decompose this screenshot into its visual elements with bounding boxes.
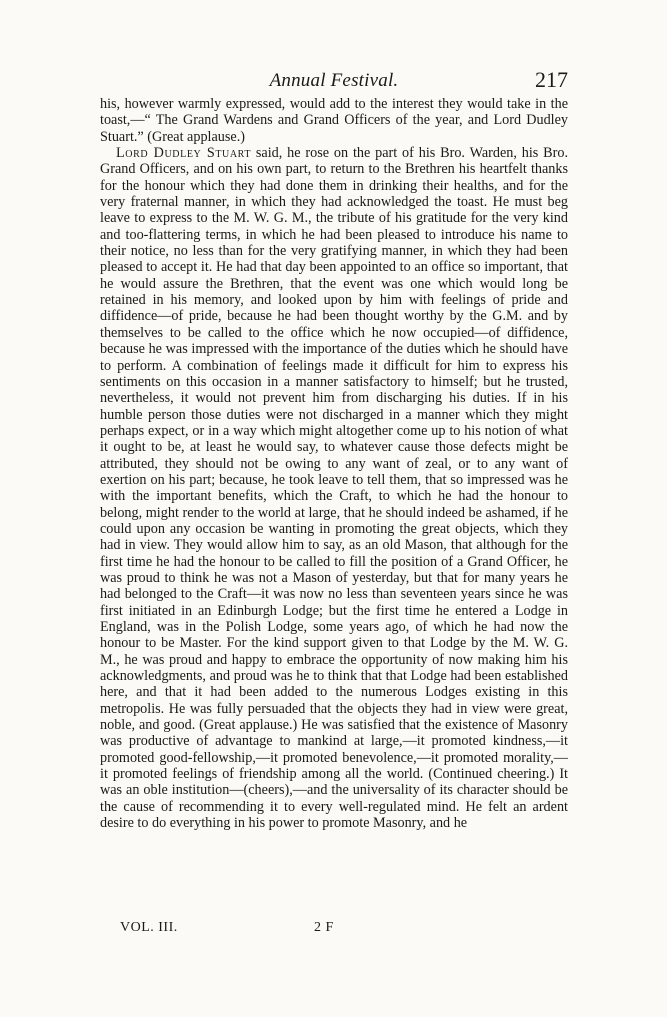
running-head [100, 66, 568, 96]
paragraph-speech [100, 145, 568, 831]
book-page [100, 66, 568, 831]
signature-mark: 2 F [314, 920, 334, 935]
speech-text: said, he rose on the part of his Bro. Warden, his Bro. Grand Officers, and on his own part, to return to the Brethren his heartfelt thanks for the honour which they had done them in drinking their healths, and for the very fraternal manner, in which they had acknowledged the toast. He must beg leave to express to the M. W. G. M., the tribute of his gratitude for the very kind and too-flattering terms, in which he had been pleased to introduce his name to their notice, no less than for the very gratifying manner, in which they had been pleased to accept it. He had that day been appointed to an office so important, that he would assure the Brethren, that the event was one which would long be retained in his memory, and looked upon by him with feelings of pride and diffidence—of pride, because he had been thought worthy by the G.M. and by themselves to be called to the office which he now occupied—of diffidence, because he was impressed with the importance of the duties which he should have to perform. A combination of feelings made it difficult for him to express his sentiments on this occasion in a manner satisfactory to himself; but he trusted, nevertheless, it would not prevent him from discharging his duties. If in his humble person those duties were not discharged in a manner which they might perhaps expect, or in a way which might altogether come up to his notion of what it ought to be, at least he would say, to whatever cause those defects might be attributed, they should not be owing to any want of zeal, or to any want of exertion on his part; because, he took leave to tell them, that so impressed was he with the important benefits, which the Craft, to which he had the honour to belong, might render to the world at large, that he should indeed be ashamed, if he could upon any occasion be wanting in promoting the great objects, which they had in view. They would allow him to say, as an old Mason, that although for the first time he had the honour to be called to fill the position of a Grand Officer, he was proud to think he was not a Mason of yesterday, but that for many years he had belonged to the Craft—it was now no less than seventeen years since he was first initiated in an Edinburgh Lodge; but the first time he entered a Lodge in England, was in the Polish Lodge, some years ago, of which he had now the honour to be Master. For the kind support given to that Lodge by the M. W. G. M., he was proud and happy to embrace the opportunity of now making him his acknowledgments, and proud was he to think that that Lodge had been established here, and that it had been added to the numerous Lodges existing in this metropolis. He was fully persuaded that the objects they had in view were great, noble, and good. (Great applause.) He was satisfied that the existence of Masonry was productive of advantage to mankind at large,—it promoted kindness,—it promoted good-fellowship,—it promoted benevolence,—it promoted morality,—it promoted feelings of friendship among all the world. (Continued cheering.) It was an oble institution—(cheers),—and the universality of its character should be the cause of recommending it to every well-regulated mind. He felt an ardent desire to do everything in his power to promote Masonry, and he [100, 145, 568, 832]
running-title: Annual Festival. [269, 70, 399, 91]
body-text [100, 96, 568, 831]
paragraph-continuation: his, however warmly expressed, would add to the interest they would take in the toast,—“ The Grand Wardens and Grand Officers of the year, and Lord Dudley Stuart.” (Great applause.) [100, 96, 568, 145]
page-footer [120, 920, 334, 936]
speaker-name: Lord Dudley Stuart [116, 145, 252, 162]
page-number: 217 [535, 67, 568, 92]
volume-label: VOL. III. [120, 920, 178, 935]
